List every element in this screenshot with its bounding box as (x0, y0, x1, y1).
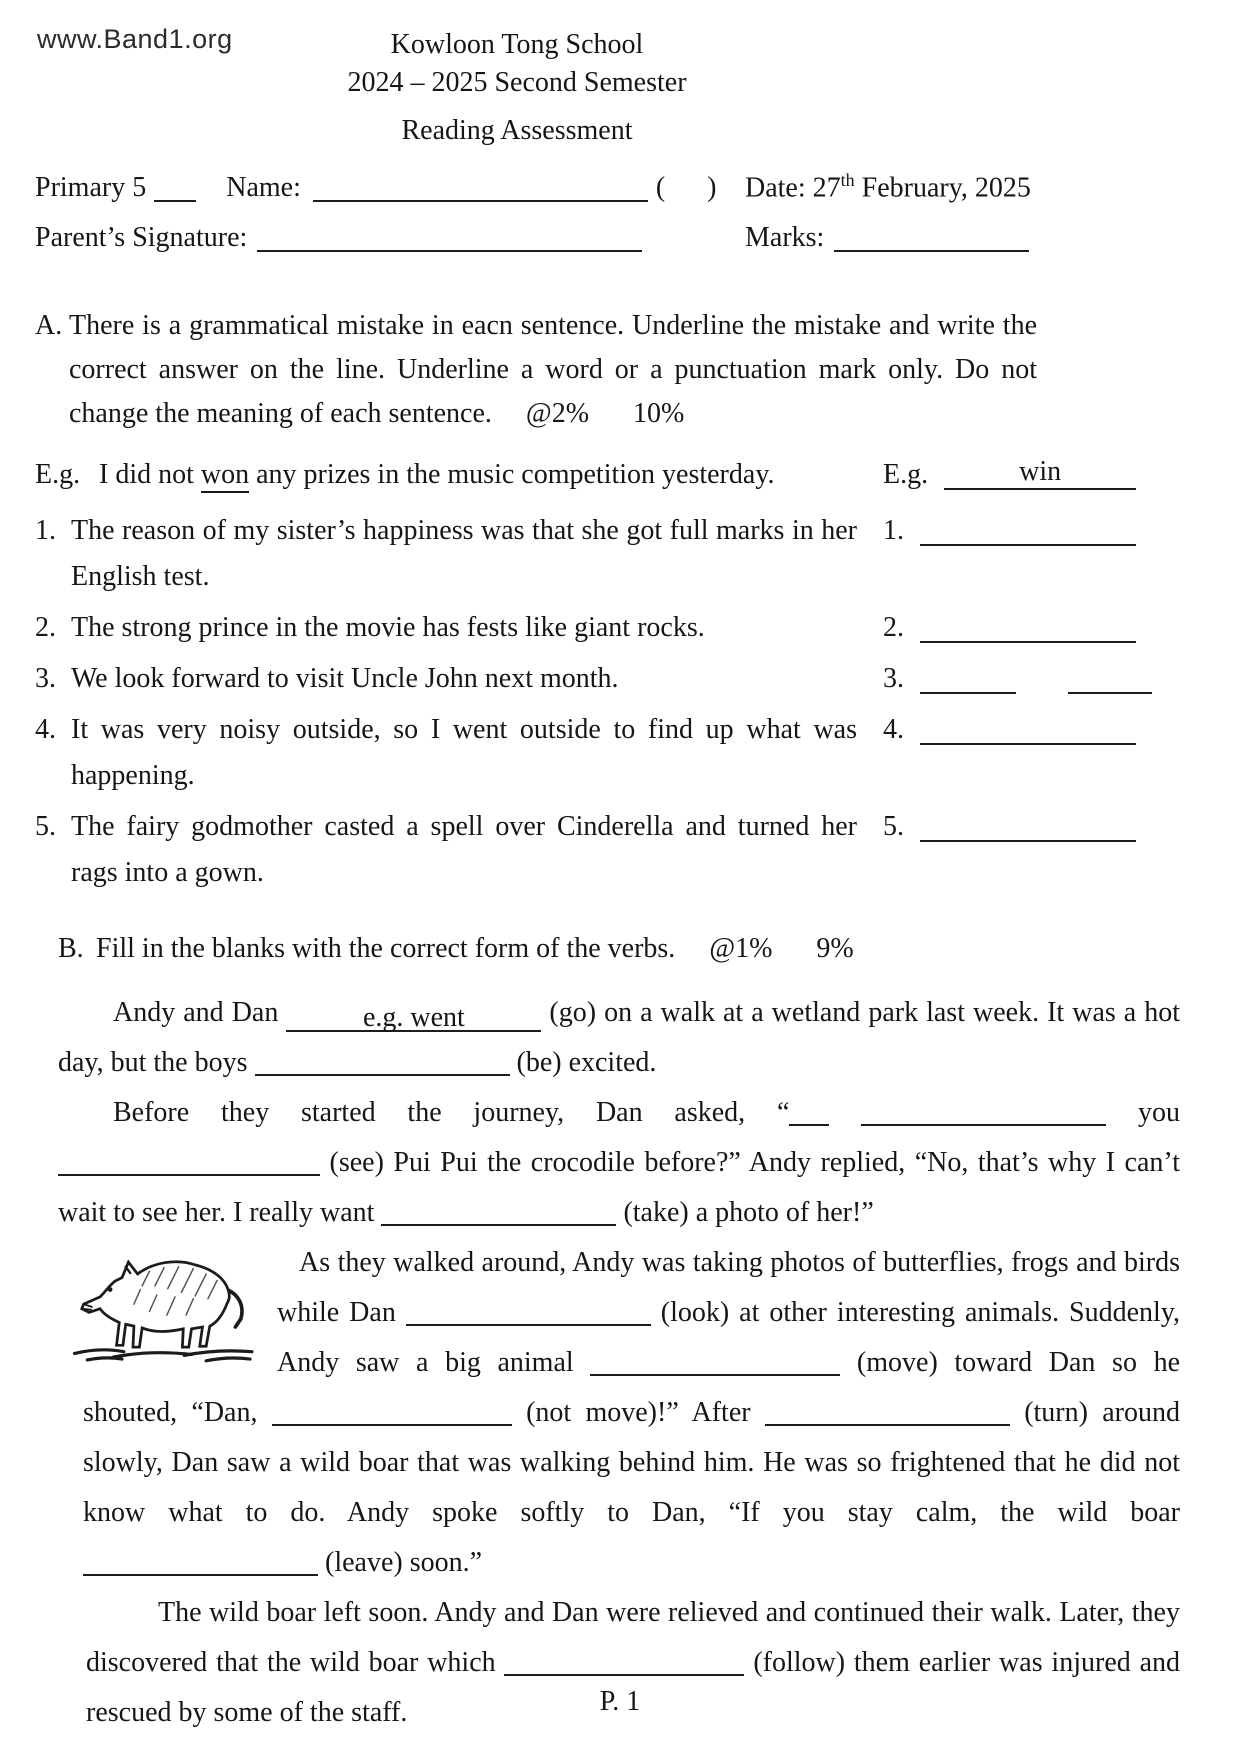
cloze-blank-leave (83, 1546, 318, 1576)
date-line (745, 170, 1031, 204)
passage-text: (move) toward Dan so he shouted, “Dan, (83, 1347, 1180, 1428)
passage-text: (go) on a walk at a wetland park last week. It was a hot day, but the boys (58, 997, 1181, 1078)
cloze-blank-turn (765, 1396, 1010, 1426)
assessment-title: Reading Assessment (401, 115, 633, 146)
cloze-blank-go: e.g. went (286, 1002, 541, 1032)
answer-number: 2. (883, 612, 904, 643)
section-a-mark-total: 10% (633, 398, 685, 429)
passage-text: (take) a photo of her!” (623, 1197, 874, 1228)
cloze-blank-take (381, 1196, 616, 1226)
cloze-blank-be (255, 1046, 510, 1076)
passage-text: (follow) them earlier was injured and rescued by some of the staff. (86, 1647, 1181, 1728)
marks-blank (834, 220, 1029, 252)
section-a-instructions (35, 304, 1037, 436)
info-row-1 (35, 170, 1205, 220)
passage-text: (see) Pui Pui the crocodile before?” Andy replied, “No, that’s why I can’t wait to see her. I really want (58, 1147, 1181, 1228)
student-info-block (35, 170, 1205, 270)
example-answer-blank: win (944, 452, 1136, 490)
section-b-label: B. (58, 933, 84, 964)
question-row-2 (35, 605, 1205, 651)
passage-text: Andy and Dan (113, 997, 279, 1028)
section-b-instruction-text: Fill in the blanks with the correct form of the verbs. (96, 933, 676, 964)
answer-number: 4. (883, 714, 904, 745)
cloze-blank-short (789, 1096, 829, 1126)
name-label: Name: (226, 172, 301, 203)
passage-paragraph-3 (58, 1238, 1180, 1588)
marks-label: Marks: (745, 222, 825, 253)
section-a (35, 304, 1205, 896)
cloze-blank-aux (861, 1096, 1106, 1126)
example-underlined-word: won (201, 459, 249, 493)
parent-signature-label: Parent’s Signature: (35, 222, 248, 253)
answer-blank (920, 605, 1136, 643)
answer-blank (920, 804, 1136, 842)
date-rest: February, 2025 (854, 172, 1031, 204)
cloze-blank-look (406, 1296, 651, 1326)
answer-blank (920, 707, 1136, 745)
section-a-label: A. (35, 310, 63, 341)
section-b-instructions (58, 926, 1180, 972)
question-number: 2. (35, 612, 56, 643)
name-blank (313, 170, 648, 202)
answer-number: 1. (883, 515, 904, 546)
question-text: The strong prince in the movie has fests like giant rocks. (71, 612, 705, 643)
question-text: The reason of my sister’s happiness was that she got full marks in her English test. (71, 515, 857, 592)
question-text: The fairy godmother casted a spell over Cinderella and turned her rags into a gown. (71, 811, 857, 888)
question-row-3 (35, 656, 1205, 702)
example-label: E.g. (35, 459, 81, 490)
question-number: 3. (35, 663, 56, 694)
example-text-before: I did not (99, 459, 194, 490)
question-text: It was very noisy outside, so I went outside to find up what was happening. (71, 714, 857, 791)
parent-signature-blank (257, 220, 642, 252)
passage-text: Before they started the journey, Dan asked, “ (113, 1097, 790, 1128)
document-header (0, 0, 1034, 150)
cloze-blank-move (590, 1346, 840, 1376)
class-blank (154, 170, 196, 202)
passage-text: (be) excited. (516, 1047, 657, 1078)
date-day: 27 (812, 172, 841, 204)
class-number-brackets: ( ) (655, 172, 717, 203)
cloze-blank-follow (504, 1646, 744, 1676)
date-ordinal: th (840, 170, 855, 190)
example-row (35, 452, 1205, 498)
section-a-mark-each: @2% (525, 398, 590, 429)
question-number: 5. (35, 811, 56, 842)
section-b-mark-total: 9% (816, 933, 854, 964)
watermark-url: www.Band1.org (37, 24, 233, 54)
section-a-instruction-text: There is a grammatical mistake in eacn sentence. Underline the mistake and write the correct answer on the line. Underline a word or a punctuation mark only. Do not change the meaning of each sentence. (69, 310, 1037, 429)
passage-text: (not move)!” After (526, 1397, 751, 1428)
question-text: We look forward to visit Uncle John next month. (71, 663, 619, 694)
answer-number: 3. (883, 663, 904, 694)
example-text-after: any prizes in the music competition yesterday. (256, 459, 775, 490)
passage-text: you (1138, 1097, 1181, 1128)
passage-paragraph-2 (58, 1088, 1180, 1238)
section-b (58, 926, 1180, 1738)
section-b-mark-each: @1% (709, 933, 773, 964)
answer-blank-second (1068, 656, 1152, 694)
cloze-blank-not-move (272, 1396, 512, 1426)
example-answer-label: E.g. (883, 459, 929, 490)
passage-text: (turn) around slowly, Dan saw a wild boar that was walking behind him. He was so frightened that he did not know what to do. Andy spoke softly to Dan, “If you stay calm, the wild boar (83, 1397, 1180, 1528)
passage-text: The wild boar left soon. Andy and Dan were relieved and continued their walk. Later, they discovered that the wild boar which (86, 1597, 1180, 1678)
info-row-2 (35, 220, 1205, 270)
question-row-5 (35, 804, 1205, 896)
question-row-1 (35, 508, 1205, 600)
answer-number: 5. (883, 811, 904, 842)
marks-line (745, 220, 1029, 254)
page-number: P. 1 (599, 1686, 641, 1717)
date-label: Date: (745, 172, 806, 204)
cloze-passage (58, 988, 1180, 1738)
passage-text: (leave) soon.” (325, 1547, 483, 1578)
question-row-4 (35, 707, 1205, 799)
cloze-blank-see (58, 1146, 320, 1176)
passage-paragraph-1 (58, 988, 1180, 1088)
semester-line: 2024 – 2025 Second Semester (347, 67, 687, 98)
question-number: 1. (35, 515, 56, 546)
school-name: Kowloon Tong School (390, 29, 644, 60)
answer-blank-first (920, 656, 1016, 694)
answer-blank (920, 508, 1136, 546)
passage-text: (look) at other interesting animals. Suddenly, Andy saw a big animal (277, 1297, 1180, 1378)
passage-text: As they walked around, Andy was taking photos of butterflies, frogs and birds while Dan (277, 1247, 1180, 1328)
example-answer (883, 452, 1205, 498)
wild-boar-illustration (69, 1242, 261, 1370)
class-label: Primary 5 (35, 172, 147, 203)
question-number: 4. (35, 714, 56, 745)
